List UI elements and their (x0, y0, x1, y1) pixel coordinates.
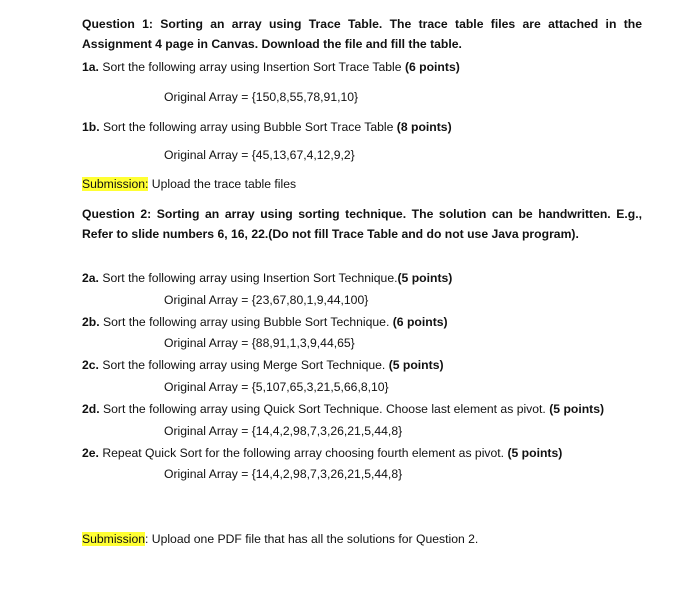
question-1-heading: Question 1: Sorting an array using Trace Table. The trace table files are attached in the Assignment 4 page in Canvas. Download the file and fill the table. (82, 17, 642, 51)
item-text: Sort the following array using Bubble Sort Trace Table (103, 120, 394, 134)
array-1a: Original Array = {150,8,55,78,91,10} (164, 90, 359, 104)
item-text: Sort the following array using Merge Sort Technique. (102, 358, 386, 372)
item-text: Sort the following array using Insertion Sort Technique. (102, 271, 398, 285)
item-2c (82, 358, 444, 373)
item-points: (5 points) (397, 271, 453, 285)
item-points: (8 points) (396, 120, 452, 134)
item-2d (82, 402, 604, 417)
array-2d: Original Array = {14,4,2,98,7,3,26,21,5,44,8} (164, 424, 403, 438)
item-text: Sort the following array using Bubble Sort Technique. (103, 315, 390, 329)
submission-text: : Upload one PDF file that has all the solutions for Question 2. (145, 532, 479, 546)
item-number: 2a. (82, 271, 99, 285)
item-number: 2d. (82, 402, 100, 416)
item-text: Sort the following array using Quick Sort Technique. Choose last element as pivot. (103, 402, 546, 416)
item-number: 2b. (82, 315, 100, 329)
item-number: 2c. (82, 358, 99, 372)
array-2e: Original Array = {14,4,2,98,7,3,26,21,5,44,8} (164, 467, 403, 481)
item-number: 1b. (82, 120, 100, 134)
submission-label: Submission (82, 532, 145, 546)
submission-2 (82, 532, 478, 547)
item-number: 1a. (82, 60, 99, 74)
item-1a (82, 60, 460, 75)
item-points: (5 points) (388, 358, 444, 372)
submission-label: Submission: (82, 177, 149, 191)
array-1b: Original Array = {45,13,67,4,12,9,2} (164, 148, 355, 162)
item-2a (82, 271, 452, 286)
item-1b (82, 120, 452, 135)
item-points: (5 points) (549, 402, 605, 416)
item-text: Repeat Quick Sort for the following array choosing fourth element as pivot. (102, 446, 505, 460)
item-number: 2e. (82, 446, 99, 460)
submission-1 (82, 177, 296, 192)
array-2a: Original Array = {23,67,80,1,9,44,100} (164, 293, 369, 307)
item-points: (5 points) (507, 446, 563, 460)
item-points: (6 points) (392, 315, 448, 329)
submission-text: Upload the trace table files (151, 177, 297, 191)
item-2e (82, 446, 562, 461)
question-2-heading: Question 2: Sorting an array using sorting technique. The solution can be handwritten. E.g., Refer to slide numbers 6, 16, 22.(Do not fill Trace Table and do not use Java program). (82, 207, 642, 241)
item-2b (82, 315, 448, 330)
array-2c: Original Array = {5,107,65,3,21,5,66,8,10} (164, 380, 389, 394)
item-text: Sort the following array using Insertion Sort Trace Table (102, 60, 402, 74)
array-2b: Original Array = {88,91,1,3,9,44,65} (164, 336, 355, 350)
item-points: (6 points) (404, 60, 460, 74)
